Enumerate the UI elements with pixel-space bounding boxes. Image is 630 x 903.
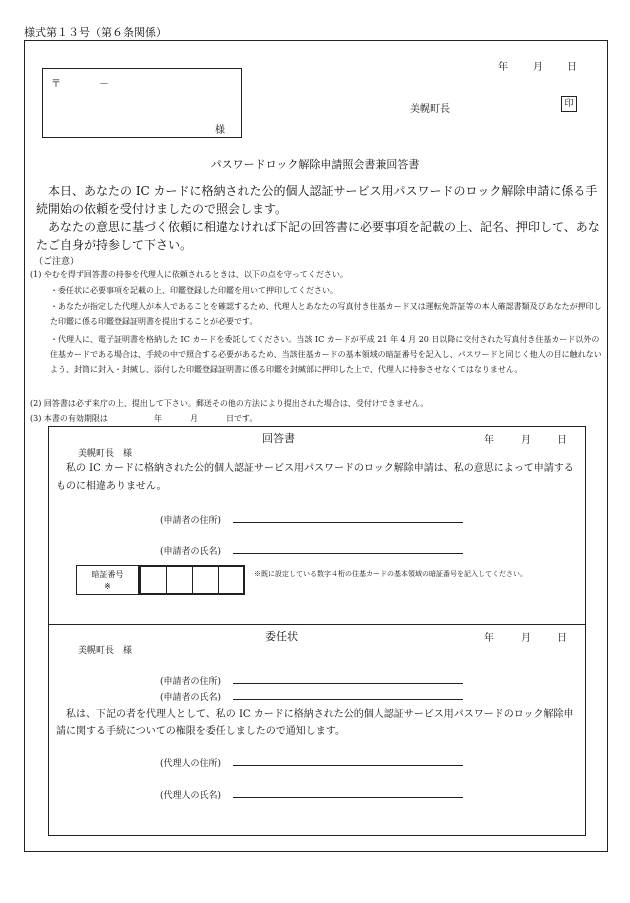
proxy-applicant-address-label: (申請者の住所) [160,677,222,687]
note-2: (2) 回答書は必ず来庁の上、提出して下さい。郵送その他の方法により提出された場合は、受付けできません。 [30,399,429,408]
note-1: (1) やむを得ず回答書の持参を代理人に依頼されるときは、以下の点を守ってください。 [30,270,348,279]
note-3-year: 年 [154,414,162,423]
pin-mark: ※ [104,582,111,591]
seal-mark: 印 [561,96,577,112]
applicant-address-label: (申請者の住所) [160,516,222,526]
pin-note: ※既に設定している数字４桁の住基カードの基本領域の暗証番号を記入してください。 [254,570,527,578]
answer-body: 私の IC カードに格納された公的個人認証サービス用パスワードのロック解除申請は、私の意思によって申請するものに相違ありません。 [56,463,574,492]
agent-address-label: (代理人の住所) [160,759,222,769]
answer-day-label: 日 [557,435,567,446]
date-month-label: 月 [533,62,543,73]
intro-paragraph-2: あなたの意思に基づく依頼に相違なければ下記の回答書に必要事項を記載の上、記名、押印して、あなたご自身が持参して下さい。 [36,220,600,252]
note-3-suffix: 日です。 [226,414,258,423]
proxy-body: 私は、下記の者を代理人として、私の IC カードに格納された公的個人認証サービス用パスワードのロック解除申請に関する手続についての権限を委任しましたので通知します。 [56,709,574,737]
proxy-applicant-name-field[interactable] [233,699,463,700]
form-number: 様式第１３号（第６条関係） [24,26,167,39]
agent-name-label: (代理人の氏名) [160,791,222,801]
answer-year-label: 年 [484,435,494,446]
applicant-name-label: (申請者の氏名) [160,547,222,557]
proxy-addressee: 美幌町長 様 [78,646,133,656]
intro-paragraph-1: 本日、あなたの IC カードに格納された公的個人認証サービス用パスワードのロック解除申請に係る手続開始の依頼を受付けましたので照会します。 [36,184,598,216]
addressee-honorific: 様 [215,125,225,136]
proxy-month-label: 月 [521,633,531,644]
note-bullet-2: ・あなたが指定した代理人が本人であることを確認するため、代理人とあなたの写真付き住基カード又は運転免許証等の本人確認書類及びあなたが押印した印鑑に係る印鑑登録証明書を提出することが必要です。 [50,302,602,326]
date-year-label: 年 [498,62,508,73]
notes-heading: （ご注意） [34,257,80,267]
pin-label: 暗証番号 [91,570,124,579]
note-bullet-3: ・代理人に、電子証明書を格納した IC カードを委託してください。当該 IC カードが平成 21 年 4 月 20 日以降に交付された写真付き住基カード以外の住基カードである場合は、手続の中で照合する必要があるため、当該住基カードの基本領域の暗証番号を記入し、パスワードと同じく他人の目に触れないよう、封筒に封入・封緘し、添付した印鑑登録証明書に係る印鑑を封緘部に押印した上で、代理人に持参させなくてはなりません。 [50,335,602,374]
document-title: パスワードロック解除申請照会書兼回答書 [210,158,420,171]
answer-addressee: 美幌町長 様 [78,449,133,459]
note-3-label: (3) 本書の有効期限は [30,414,108,423]
postal-dash: － [99,79,109,90]
answer-month-label: 月 [521,435,531,446]
note-3-month: 月 [190,414,198,423]
section-divider [48,624,586,625]
proxy-year-label: 年 [484,633,494,644]
issuer-name: 美幌町長 [410,104,450,115]
address-box [42,68,242,138]
pin-label-box [76,565,139,595]
pin-digit-3[interactable] [193,567,219,593]
proxy-applicant-name-label: (申請者の氏名) [160,693,222,703]
proxy-title: 委任状 [265,630,298,643]
pin-digit-2[interactable] [167,567,193,593]
agent-name-field[interactable] [233,797,463,798]
answer-title: 回答書 [262,432,295,445]
proxy-day-label: 日 [557,633,567,644]
date-day-label: 日 [567,62,577,73]
proxy-applicant-address-field[interactable] [233,683,463,684]
pin-entry-boxes[interactable] [139,565,245,595]
applicant-address-field[interactable] [233,522,463,523]
postal-mark: 〒 [51,79,61,90]
applicant-name-field[interactable] [233,553,463,554]
pin-digit-1[interactable] [141,567,167,593]
agent-address-field[interactable] [233,765,463,766]
note-bullet-1: ・委任状に必要事項を記載の上、印鑑登録した印鑑を用いて押印してください。 [50,286,338,295]
